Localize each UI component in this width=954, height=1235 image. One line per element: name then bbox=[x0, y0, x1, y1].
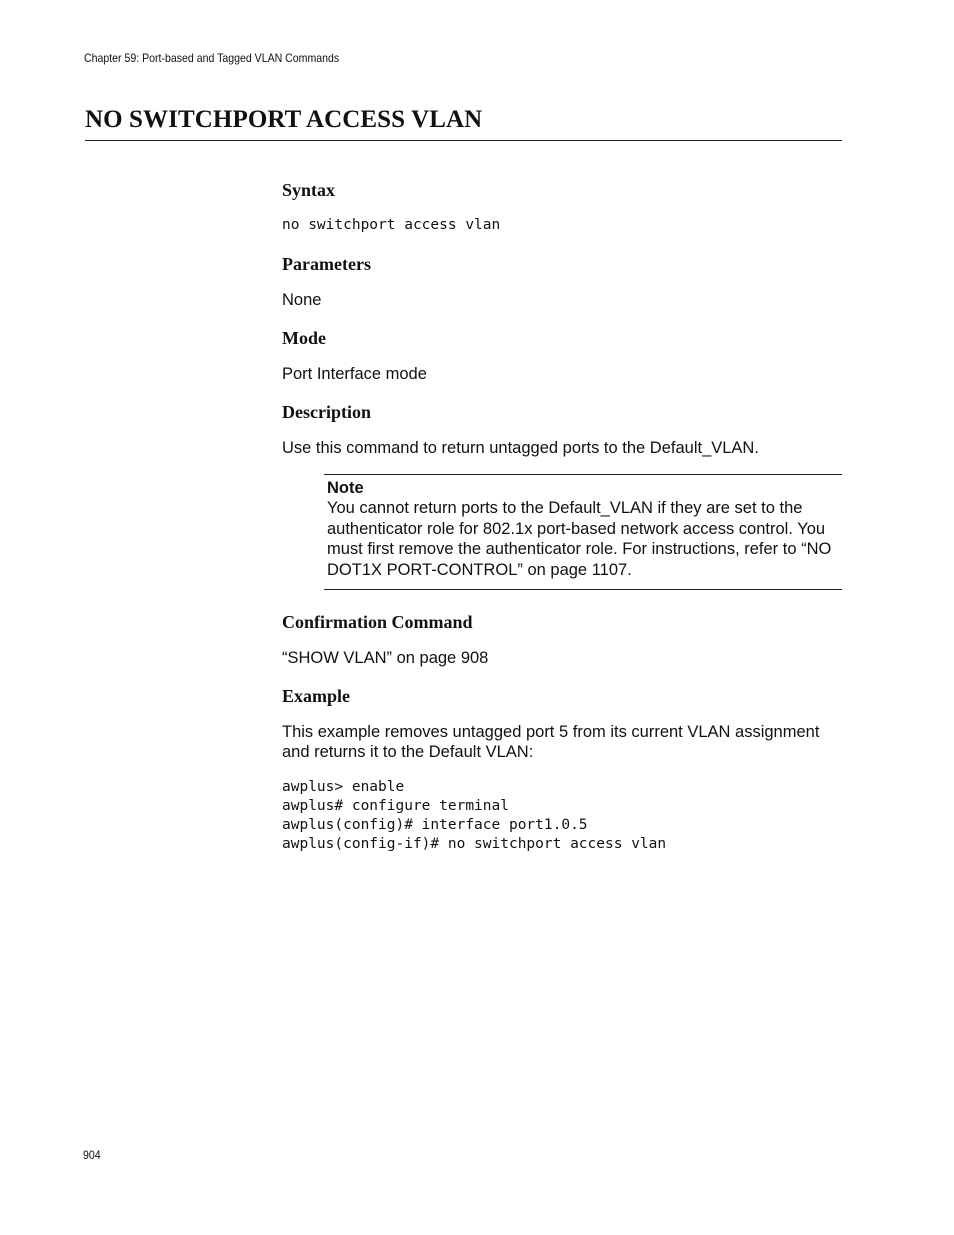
example-code-block bbox=[282, 778, 844, 854]
page-number: 904 bbox=[83, 1148, 101, 1162]
note-label: Note bbox=[327, 479, 364, 497]
mode-heading: Mode bbox=[282, 328, 326, 348]
example-text: This example removes untagged port 5 from its current VLAN assignment and returns it to the Default VLAN: bbox=[282, 723, 820, 761]
parameters-heading: Parameters bbox=[282, 254, 371, 274]
parameters-text: None bbox=[282, 291, 322, 309]
example-heading: Example bbox=[282, 686, 351, 706]
example-code-line: awplus> enable bbox=[282, 779, 405, 795]
description-text: Use this command to return untagged ports to the Default_VLAN. bbox=[282, 439, 759, 457]
running-header: Chapter 59: Port-based and Tagged VLAN Commands bbox=[84, 51, 340, 65]
description-heading: Description bbox=[282, 402, 371, 422]
example-code-line: awplus# configure terminal bbox=[282, 798, 509, 814]
mode-text: Port Interface mode bbox=[282, 365, 427, 383]
page-title: NO SWITCHPORT ACCESS VLAN bbox=[85, 106, 483, 133]
confirmation-heading: Confirmation Command bbox=[282, 612, 473, 632]
example-code-line: awplus(config)# interface port1.0.5 bbox=[282, 817, 588, 833]
note-text: You cannot return ports to the Default_VLAN if they are set to the authenticator role for 802.1x port-based network access control. You must first remove the authenticator role. For instructions, refer to “NO DOT1X PORT-CONTROL” on page 1107. bbox=[327, 499, 832, 579]
note-box bbox=[324, 474, 842, 590]
example-code-line: awplus(config-if)# no switchport access vlan bbox=[282, 836, 667, 852]
syntax-heading: Syntax bbox=[282, 180, 336, 200]
command-content bbox=[282, 178, 844, 854]
title-rule bbox=[85, 140, 842, 141]
confirmation-text: “SHOW VLAN” on page 908 bbox=[282, 649, 489, 667]
syntax-code: no switchport access vlan bbox=[282, 217, 501, 233]
